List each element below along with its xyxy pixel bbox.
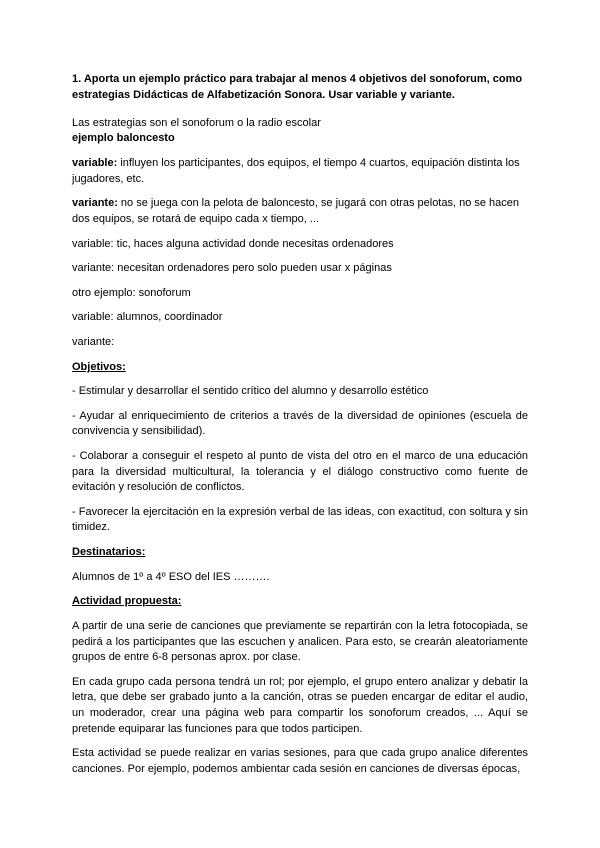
variable-line-3: variable: alumnos, coordinador (72, 311, 223, 324)
actividad-paragraph: Esta actividad se puede realizar en varias sesiones, para que cada grupo analice diferentes canciones. Por ejemplo, podemos ambientar cada sesión en canciones de diversas épocas, (72, 747, 528, 775)
variable-label: variable: (72, 157, 118, 170)
variante-line-3: variante: (72, 335, 115, 348)
variable-paragraph-1 (72, 156, 528, 187)
destinatarios-title: Destinatarios: (72, 546, 146, 559)
variable-text: influyen los participantes, dos equipos, el tiempo 4 cuartos, equipación distinta los jugadores, etc. (72, 157, 520, 185)
actividad-title: Actividad propuesta: (72, 595, 182, 608)
example-title: ejemplo baloncesto (72, 132, 175, 145)
question-text: Aporta un ejemplo práctico para trabajar al menos 4 objetivos del sonoforum, como estrategias Didácticas de Alfabetización Sonora. Usar variable y variante. (72, 73, 523, 101)
actividad-paragraph: A partir de una serie de canciones que previamente se repartirán con la letra fotocopiada, se pedirá a los participantes que las escuchen y analicen. Para esto, se crearán aleatoriamente grupos de entre 6-8 personas aprox. por clase. (72, 619, 528, 664)
objetivo-item: - Colaborar a conseguir el respeto al punto de vista del otro en el marco de una educación para la diversidad multicultural, la tolerancia y el diálogo constructivo como fuente de evitación y resolución de conflictos. (72, 450, 528, 494)
objetivo-item: - Favorecer la ejercitación en la expresión verbal de las ideas, con exactitud, con soltura y sin timidez. (72, 505, 528, 534)
intro-line: Las estrategias son el sonoforum o la radio escolar (72, 116, 321, 129)
otro-ejemplo-line: otro ejemplo: sonoforum (72, 286, 191, 299)
variante-line-2: variante: necesitan ordenadores pero solo pueden usar x páginas (72, 262, 392, 275)
objetivos-title: Objetivos: (72, 360, 126, 373)
objetivo-item: - Estimular y desarrollar el sentido crítico del alumno y desarrollo estético (72, 385, 429, 398)
variante-text: no se juega con la pelota de baloncesto, se jugará con otras pelotas, no se hacen dos equipos, se rotará de equipo cada x tiempo, ... (72, 197, 520, 225)
question-number: 1. (72, 73, 82, 85)
actividad-paragraph: En cada grupo cada persona tendrá un rol; por ejemplo, el grupo entero analizar y debatir la letra, que debe ser grabado junto a la canción, otras se pueden encargar de editar el audio, un moderador, crear una página web para compartir los sonoforum creados, ... Aquí se pretende equiparar las funciones para que todos participen. (72, 675, 528, 735)
objetivo-item: - Ayudar al enriquecimiento de criterios a través de la diversidad de opiniones (escuela de convivencia y sensibilidad). (72, 409, 528, 438)
destinatarios-text: Alumnos de 1º a 4º ESO del IES ………. (72, 570, 270, 583)
variante-paragraph-1 (72, 196, 528, 227)
document-page (72, 72, 528, 786)
variable-line-2: variable: tic, haces alguna actividad donde necesitas ordenadores (72, 237, 394, 250)
variante-label: variante: (72, 197, 118, 210)
question-heading (72, 72, 528, 104)
